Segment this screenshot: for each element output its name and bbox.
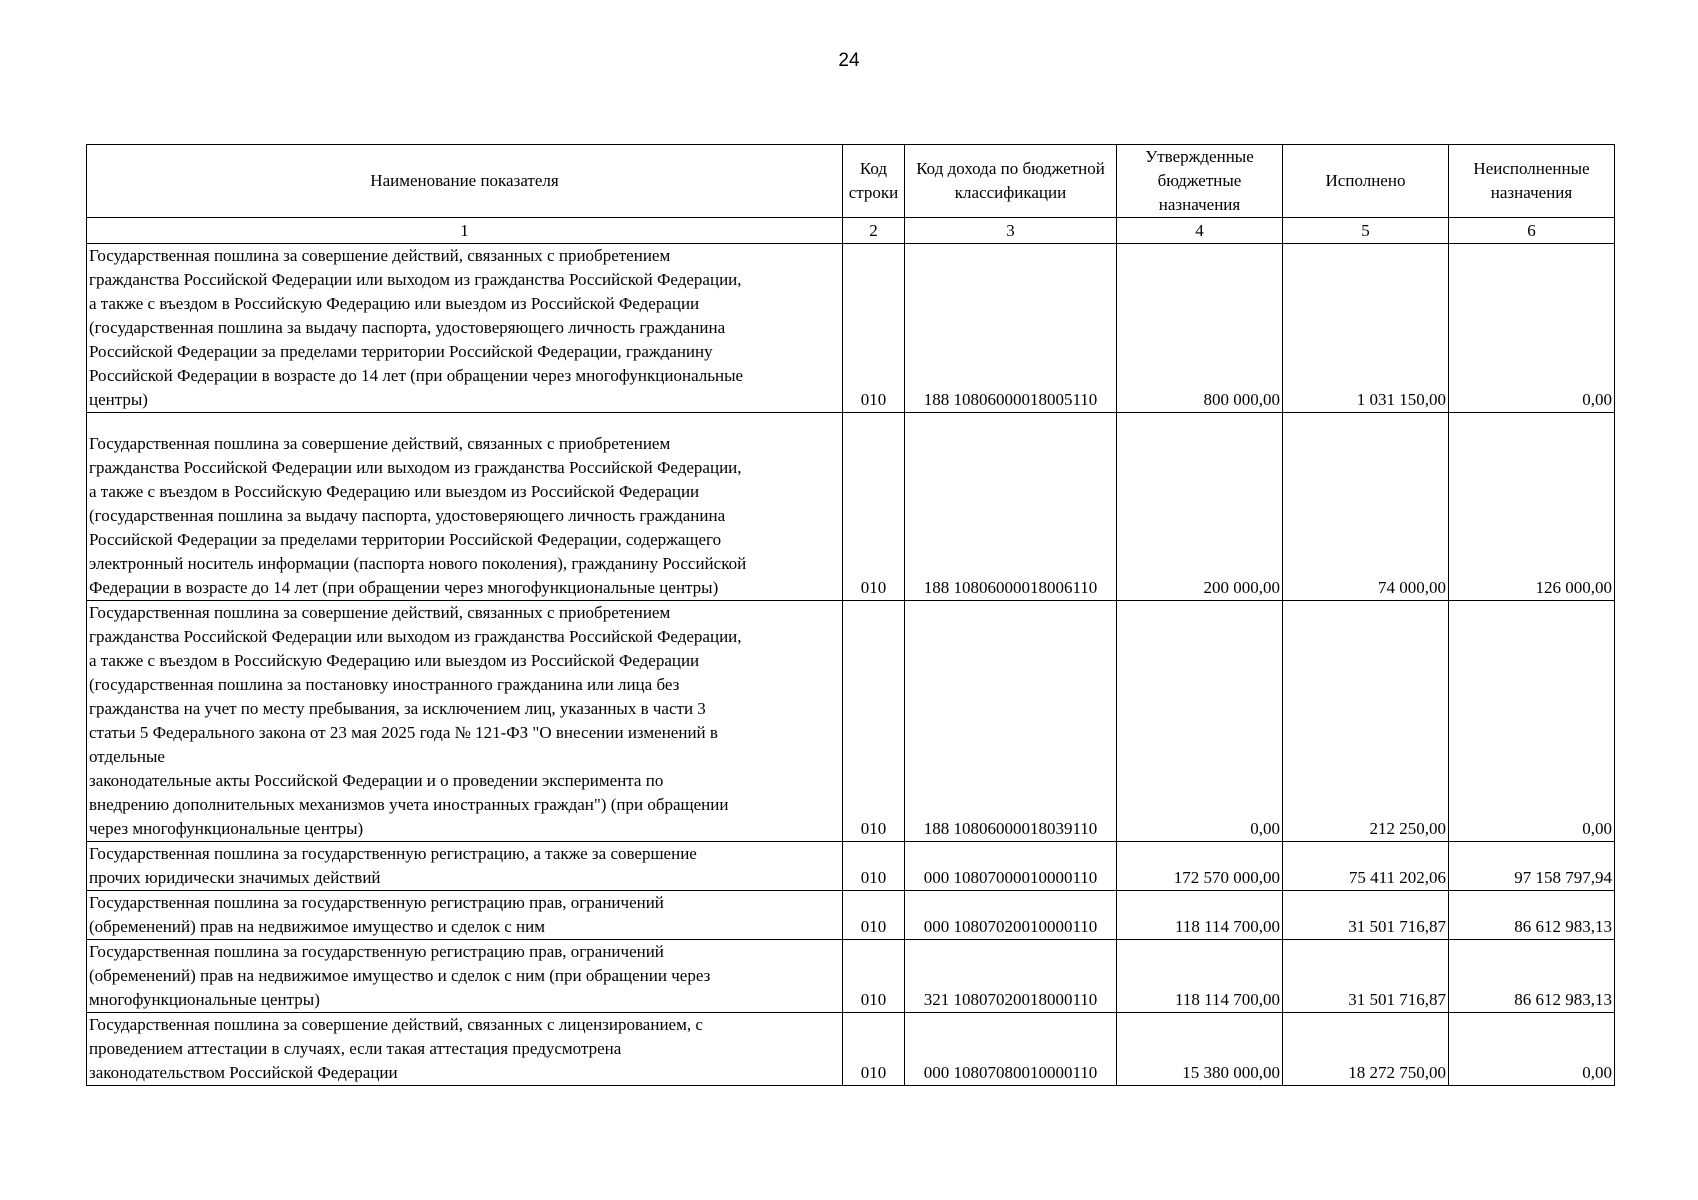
- row-line-code: 010: [843, 842, 905, 891]
- row-approved: 200 000,00: [1117, 413, 1283, 601]
- column-number: 3: [905, 218, 1117, 244]
- row-indicator-name: Государственная пошлина за государственную регистрацию прав, ограничений (обременений) прав на недвижимое имущество и сделок с ним (при обращении через многофункциональные центры): [87, 940, 843, 1013]
- table-row: [87, 413, 1615, 601]
- column-number: 5: [1283, 218, 1449, 244]
- row-revenue-code: 000 10807000010000110: [905, 842, 1117, 891]
- row-executed: 31 501 716,87: [1283, 891, 1449, 940]
- table-row: [87, 940, 1615, 1013]
- column-number: 1: [87, 218, 843, 244]
- table-row: [87, 1013, 1615, 1086]
- row-indicator-name: Государственная пошлина за совершение действий, связанных с приобретением гражданства Российской Федерации или выходом из гражданства Российской Федерации, а также с въездом в Российскую Федерацию или выездом из Российской Федерации (государственная пошлина за выдачу паспорта, удостоверяющего личность гражданина Российской Федерации за пределами территории Российской Федерации, гражданину Российской Федерации в возрасте до 14 лет (при обращении через многофункциональные центры): [87, 244, 843, 413]
- row-unexecuted: 97 158 797,94: [1449, 842, 1615, 891]
- row-indicator-name: Государственная пошлина за государственную регистрацию прав, ограничений (обременений) прав на недвижимое имущество и сделок с ним: [87, 891, 843, 940]
- row-approved: 15 380 000,00: [1117, 1013, 1283, 1086]
- header-executed: Исполнено: [1283, 145, 1449, 218]
- row-approved: 118 114 700,00: [1117, 891, 1283, 940]
- row-revenue-code: 188 10806000018039110: [905, 601, 1117, 842]
- row-line-code: 010: [843, 413, 905, 601]
- row-approved: 0,00: [1117, 601, 1283, 842]
- row-line-code: 010: [843, 244, 905, 413]
- row-executed: 212 250,00: [1283, 601, 1449, 842]
- row-line-code: 010: [843, 891, 905, 940]
- row-revenue-code: 000 10807020010000110: [905, 891, 1117, 940]
- row-executed: 75 411 202,06: [1283, 842, 1449, 891]
- column-number: 4: [1117, 218, 1283, 244]
- row-approved: 172 570 000,00: [1117, 842, 1283, 891]
- row-executed: 31 501 716,87: [1283, 940, 1449, 1013]
- row-executed: 1 031 150,00: [1283, 244, 1449, 413]
- row-revenue-code: 321 10807020018000110: [905, 940, 1117, 1013]
- header-line-code: Код строки: [843, 145, 905, 218]
- column-number-row: [87, 218, 1615, 244]
- row-approved: 800 000,00: [1117, 244, 1283, 413]
- budget-revenue-table: [86, 144, 1615, 1086]
- row-executed: 74 000,00: [1283, 413, 1449, 601]
- row-indicator-name: Государственная пошлина за совершение действий, связанных с приобретением гражданства Российской Федерации или выходом из гражданства Российской Федерации, а также с въездом в Российскую Федерацию или выездом из Российской Федерации (государственная пошлина за постановку иностранного гражданина или лица без гражданства на учет по месту пребывания, за исключением лиц, указанных в части 3 статьи 5 Федерального закона от 23 мая 2025 года № 121-ФЗ "О внесении изменений в отдельные законодательные акты Российской Федерации и о проведении эксперимента по внедрению дополнительных механизмов учета иностранных граждан") (при обращении через многофункциональные центры): [87, 601, 843, 842]
- header-indicator-name: Наименование показателя: [87, 145, 843, 218]
- row-unexecuted: 0,00: [1449, 1013, 1615, 1086]
- column-number: 6: [1449, 218, 1615, 244]
- column-number: 2: [843, 218, 905, 244]
- row-revenue-code: 188 10806000018006110: [905, 413, 1117, 601]
- row-unexecuted: 0,00: [1449, 601, 1615, 842]
- row-indicator-name: Государственная пошлина за государственную регистрацию, а также за совершение прочих юридически значимых действий: [87, 842, 843, 891]
- row-unexecuted: 0,00: [1449, 244, 1615, 413]
- row-indicator-name: Государственная пошлина за совершение действий, связанных с лицензированием, с проведением аттестации в случаях, если такая аттестация предусмотрена законодательством Российской Федерации: [87, 1013, 843, 1086]
- table-row: [87, 601, 1615, 842]
- row-approved: 118 114 700,00: [1117, 940, 1283, 1013]
- row-executed: 18 272 750,00: [1283, 1013, 1449, 1086]
- row-revenue-code: 188 10806000018005110: [905, 244, 1117, 413]
- row-line-code: 010: [843, 940, 905, 1013]
- table-header-row: [87, 145, 1615, 218]
- page-number: 24: [838, 50, 860, 71]
- header-unexecuted: Неисполненные назначения: [1449, 145, 1615, 218]
- row-unexecuted: 86 612 983,13: [1449, 891, 1615, 940]
- row-revenue-code: 000 10807080010000110: [905, 1013, 1117, 1086]
- row-line-code: 010: [843, 1013, 905, 1086]
- header-revenue-code: Код дохода по бюджетной классификации: [905, 145, 1117, 218]
- row-unexecuted: 126 000,00: [1449, 413, 1615, 601]
- table-row: [87, 891, 1615, 940]
- table-row: [87, 842, 1615, 891]
- header-approved: Утвержденные бюджетные назначения: [1117, 145, 1283, 218]
- row-indicator-name: Государственная пошлина за совершение действий, связанных с приобретением гражданства Российской Федерации или выходом из гражданства Российской Федерации, а также с въездом в Российскую Федерацию или выездом из Российской Федерации (государственная пошлина за выдачу паспорта, удостоверяющего личность гражданина Российской Федерации за пределами территории Российской Федерации, содержащего электронный носитель информации (паспорта нового поколения), гражданину Российской Федерации в возрасте до 14 лет (при обращении через многофункциональные центры): [87, 413, 843, 601]
- table-row: [87, 244, 1615, 413]
- row-unexecuted: 86 612 983,13: [1449, 940, 1615, 1013]
- row-line-code: 010: [843, 601, 905, 842]
